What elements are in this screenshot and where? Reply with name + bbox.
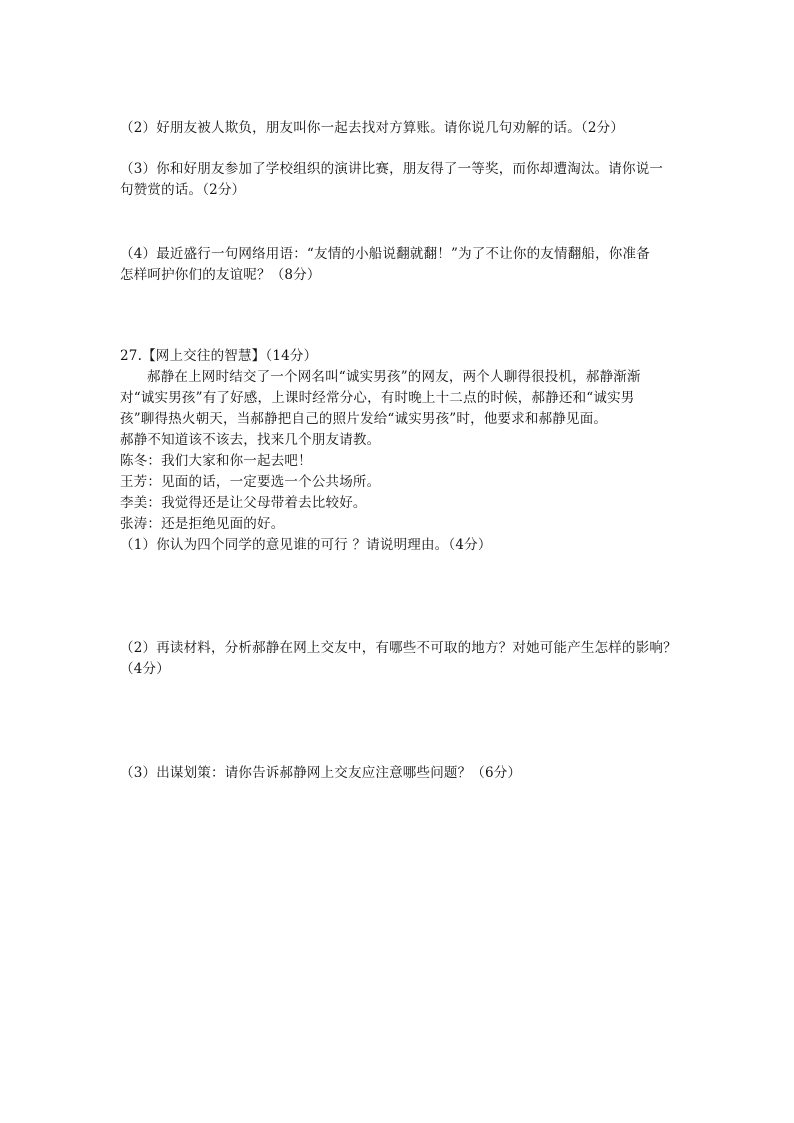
dialogue-li-mei: 李美：我觉得还是让父母带着去比较好。 [120, 495, 367, 511]
question-26-4-line1: （4）最近盛行一句网络用语：“友情的小船说翻就翻！”为了不让你的友情翻船，你准备 [120, 246, 650, 262]
story-line-4: 郝静不知道该不该去，找来几个朋友请教。 [120, 432, 381, 448]
question-26-2: （2）好朋友被人欺负，朋友叫你一起去找对方算账。请你说几句劝解的话。（2分） [120, 120, 625, 136]
question-26-4-line2: 怎样呵护你们的友谊呢？（8分） [120, 267, 321, 283]
dialogue-chen-dong: 陈冬：我们大家和你一起去吧！ [120, 453, 312, 469]
story-line-2: 对“诚实男孩”有了好感，上课时经常分心，有时晚上十二点的时候，郝静还和“诚实男 [120, 390, 635, 406]
question-27-2-line1: （2）再读材料，分析郝静在网上交友中，有哪些不可取的地方？对她可能产生怎样的影响？ [120, 640, 677, 656]
question-27-1: （1）你认为四个同学的意见谁的可行 ？请说明理由。（4分） [120, 537, 492, 553]
dialogue-zhang-tao: 张涛：还是拒绝见面的好。 [120, 516, 285, 532]
question-27-2-line2: （4分） [120, 661, 170, 677]
story-line-1: 郝静在上网时结交了一个网名叫“诚实男孩”的网友，两个人聊得很投机，郝静渐渐 [147, 369, 641, 385]
dialogue-wang-fang: 王芳：见面的话，一定要选一个公共场所。 [120, 474, 381, 490]
question-26-3-line1: （3）你和好朋友参加了学校组织的演讲比赛，朋友得了一等奖，而你却遭淘汰。请你说一 [120, 161, 664, 177]
story-line-3: 孩”聊得热火朝天，当郝静把自己的照片发给“诚实男孩”时，他要求和郝静见面。 [120, 411, 608, 427]
question-27-3: （3）出谋划策：请你告诉郝静网上交友应注意哪些问题？（6分） [120, 765, 522, 781]
question-26-3-line2: 句赞赏的话。（2分） [120, 182, 246, 198]
question-27-title: 27.【网上交往的智慧】（14分） [120, 348, 318, 364]
